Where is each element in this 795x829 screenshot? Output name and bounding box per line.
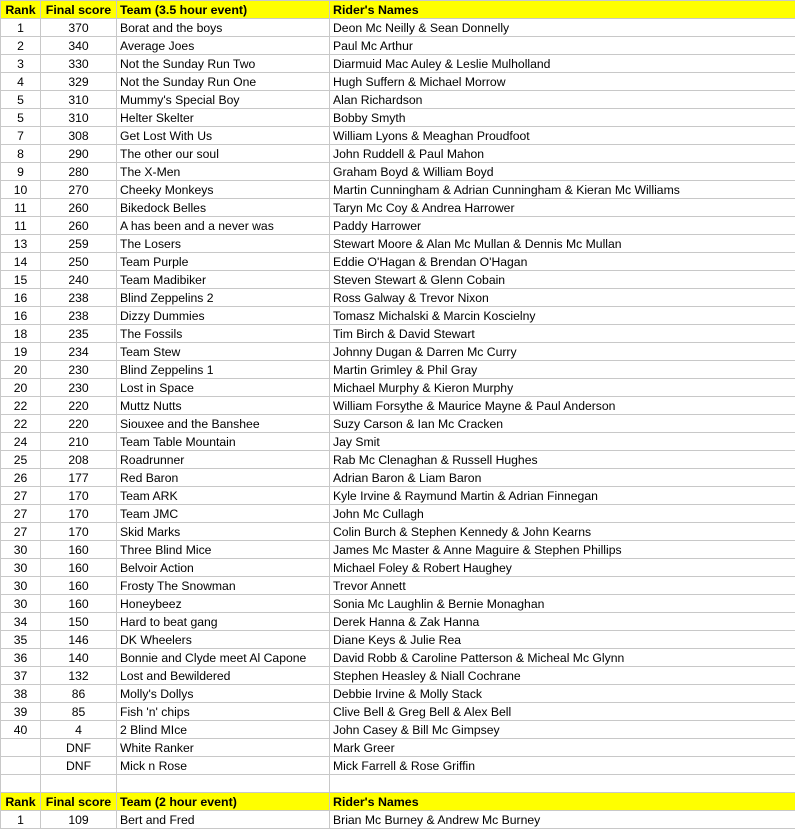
score-cell: 170 [41, 487, 117, 505]
riders-cell: Diarmuid Mac Auley & Leslie Mulholland [330, 55, 795, 73]
team-cell: Three Blind Mice [117, 541, 330, 559]
table-row [1, 253, 795, 271]
rank-cell: 1 [1, 811, 41, 829]
team-cell: Borat and the boys [117, 19, 330, 37]
header-rank: Rank [1, 1, 41, 19]
team-cell: Muttz Nutts [117, 397, 330, 415]
table-row [1, 667, 795, 685]
table-row [1, 307, 795, 325]
score-cell: 170 [41, 505, 117, 523]
rank-cell: 5 [1, 91, 41, 109]
rank-cell: 8 [1, 145, 41, 163]
rank-cell: 7 [1, 127, 41, 145]
header-final-score: Final score [41, 1, 117, 19]
table-row [1, 649, 795, 667]
team-cell: Cheeky Monkeys [117, 181, 330, 199]
riders-cell: John Casey & Bill Mc Gimpsey [330, 721, 795, 739]
riders-cell: Paddy Harrower [330, 217, 795, 235]
table-row [1, 163, 795, 181]
score-cell: 230 [41, 361, 117, 379]
riders-cell: Stephen Heasley & Niall Cochrane [330, 667, 795, 685]
score-cell: DNF [41, 739, 117, 757]
team-cell: Hard to beat gang [117, 613, 330, 631]
team-cell: Skid Marks [117, 523, 330, 541]
rank-cell: 27 [1, 505, 41, 523]
table-row [1, 271, 795, 289]
rank-cell: 11 [1, 217, 41, 235]
blank-row [1, 775, 795, 793]
team-cell: Team ARK [117, 487, 330, 505]
rank-cell: 4 [1, 73, 41, 91]
table-row [1, 361, 795, 379]
score-cell: 177 [41, 469, 117, 487]
score-cell: 140 [41, 649, 117, 667]
riders-cell: Stewart Moore & Alan Mc Mullan & Dennis Mc Mullan [330, 235, 795, 253]
score-cell: 290 [41, 145, 117, 163]
empty-cell [330, 775, 795, 793]
score-cell: 330 [41, 55, 117, 73]
riders-cell: Michael Foley & Robert Haughey [330, 559, 795, 577]
score-cell: 310 [41, 91, 117, 109]
table-row [1, 217, 795, 235]
rank-cell: 2 [1, 37, 41, 55]
score-cell: 160 [41, 559, 117, 577]
rank-cell: 14 [1, 253, 41, 271]
rank-cell: 16 [1, 289, 41, 307]
header-riders: Rider's Names [330, 793, 795, 811]
riders-cell: Taryn Mc Coy & Andrea Harrower [330, 199, 795, 217]
team-cell: Molly's Dollys [117, 685, 330, 703]
table-row [1, 199, 795, 217]
riders-cell: Debbie Irvine & Molly Stack [330, 685, 795, 703]
team-cell: Belvoir Action [117, 559, 330, 577]
rank-cell: 34 [1, 613, 41, 631]
rank-cell: 39 [1, 703, 41, 721]
riders-cell: Paul Mc Arthur [330, 37, 795, 55]
rank-cell: 10 [1, 181, 41, 199]
table-row [1, 685, 795, 703]
team-cell: Dizzy Dummies [117, 307, 330, 325]
table-row [1, 109, 795, 127]
riders-cell: Jay Smit [330, 433, 795, 451]
empty-cell [41, 775, 117, 793]
table-row [1, 595, 795, 613]
score-cell: 250 [41, 253, 117, 271]
riders-cell: Steven Stewart & Glenn Cobain [330, 271, 795, 289]
rank-cell: 27 [1, 523, 41, 541]
team-cell: Frosty The Snowman [117, 577, 330, 595]
score-cell: 150 [41, 613, 117, 631]
team-cell: 2 Blind MIce [117, 721, 330, 739]
table-row [1, 19, 795, 37]
riders-cell: James Mc Master & Anne Maguire & Stephen Phillips [330, 541, 795, 559]
team-cell: Get Lost With Us [117, 127, 330, 145]
score-cell: 238 [41, 307, 117, 325]
team-cell: DK Wheelers [117, 631, 330, 649]
rank-cell: 38 [1, 685, 41, 703]
table-row [1, 181, 795, 199]
score-cell: 260 [41, 199, 117, 217]
table-row [1, 505, 795, 523]
rank-cell: 22 [1, 397, 41, 415]
score-cell: 308 [41, 127, 117, 145]
riders-cell: Trevor Annett [330, 577, 795, 595]
table-row [1, 55, 795, 73]
table-row [1, 325, 795, 343]
team-cell: Not the Sunday Run One [117, 73, 330, 91]
score-cell: 240 [41, 271, 117, 289]
score-cell: 280 [41, 163, 117, 181]
riders-cell: Diane Keys & Julie Rea [330, 631, 795, 649]
team-cell: The other our soul [117, 145, 330, 163]
team-cell: Team JMC [117, 505, 330, 523]
rank-cell: 13 [1, 235, 41, 253]
team-cell: Average Joes [117, 37, 330, 55]
table-row [1, 379, 795, 397]
score-cell: 234 [41, 343, 117, 361]
rank-cell: 15 [1, 271, 41, 289]
header-row [1, 1, 795, 19]
empty-cell [117, 775, 330, 793]
team-cell: Red Baron [117, 469, 330, 487]
table-row [1, 127, 795, 145]
score-cell: 329 [41, 73, 117, 91]
score-cell: 220 [41, 397, 117, 415]
score-cell: 220 [41, 415, 117, 433]
team-cell: Team Purple [117, 253, 330, 271]
header-final-score: Final score [41, 793, 117, 811]
riders-cell: Martin Grimley & Phil Gray [330, 361, 795, 379]
score-cell: 259 [41, 235, 117, 253]
team-cell: The X-Men [117, 163, 330, 181]
riders-cell: Graham Boyd & William Boyd [330, 163, 795, 181]
team-cell: The Fossils [117, 325, 330, 343]
table-row [1, 631, 795, 649]
score-cell: 85 [41, 703, 117, 721]
team-cell: Not the Sunday Run Two [117, 55, 330, 73]
riders-cell: Brian Mc Burney & Andrew Mc Burney [330, 811, 795, 829]
header-team: Team (3.5 hour event) [117, 1, 330, 19]
score-cell: 170 [41, 523, 117, 541]
header-rank: Rank [1, 793, 41, 811]
score-cell: 210 [41, 433, 117, 451]
table-row [1, 811, 795, 829]
team-cell: Blind Zeppelins 1 [117, 361, 330, 379]
riders-cell: John Ruddell & Paul Mahon [330, 145, 795, 163]
team-cell: Team Table Mountain [117, 433, 330, 451]
team-cell: Bikedock Belles [117, 199, 330, 217]
rank-cell: 36 [1, 649, 41, 667]
rank-cell: 30 [1, 541, 41, 559]
riders-cell: Johnny Dugan & Darren Mc Curry [330, 343, 795, 361]
team-cell: Bert and Fred [117, 811, 330, 829]
table-row [1, 739, 795, 757]
rank-cell: 22 [1, 415, 41, 433]
riders-cell: Eddie O'Hagan & Brendan O'Hagan [330, 253, 795, 271]
riders-cell: Martin Cunningham & Adrian Cunningham & Kieran Mc Williams [330, 181, 795, 199]
team-cell: A has been and a never was [117, 217, 330, 235]
table-row [1, 37, 795, 55]
rank-cell: 11 [1, 199, 41, 217]
score-cell: 132 [41, 667, 117, 685]
riders-cell: Clive Bell & Greg Bell & Alex Bell [330, 703, 795, 721]
rank-cell: 19 [1, 343, 41, 361]
table-row [1, 577, 795, 595]
team-cell: Mummy's Special Boy [117, 91, 330, 109]
table-row [1, 289, 795, 307]
table-row [1, 451, 795, 469]
table-row [1, 721, 795, 739]
team-cell: Lost in Space [117, 379, 330, 397]
riders-cell: Alan Richardson [330, 91, 795, 109]
riders-cell: Tim Birch & David Stewart [330, 325, 795, 343]
team-cell: Honeybeez [117, 595, 330, 613]
table-row [1, 91, 795, 109]
empty-cell [1, 775, 41, 793]
riders-cell: William Lyons & Meaghan Proudfoot [330, 127, 795, 145]
rank-cell: 25 [1, 451, 41, 469]
riders-cell: Hugh Suffern & Michael Morrow [330, 73, 795, 91]
table-row [1, 145, 795, 163]
riders-cell: Colin Burch & Stephen Kennedy & John Kearns [330, 523, 795, 541]
rank-cell: 30 [1, 595, 41, 613]
team-cell: White Ranker [117, 739, 330, 757]
team-cell: Helter Skelter [117, 109, 330, 127]
table-row [1, 541, 795, 559]
score-cell: 208 [41, 451, 117, 469]
riders-cell: John Mc Cullagh [330, 505, 795, 523]
rank-cell: 35 [1, 631, 41, 649]
team-cell: Team Stew [117, 343, 330, 361]
table-row [1, 757, 795, 775]
riders-cell: Tomasz Michalski & Marcin Koscielny [330, 307, 795, 325]
riders-cell: Rab Mc Clenaghan & Russell Hughes [330, 451, 795, 469]
team-cell: Mick n Rose [117, 757, 330, 775]
team-cell: Siouxee and the Banshee [117, 415, 330, 433]
rank-cell: 5 [1, 109, 41, 127]
score-cell: 310 [41, 109, 117, 127]
score-cell: 370 [41, 19, 117, 37]
rank-cell: 18 [1, 325, 41, 343]
table-row [1, 469, 795, 487]
table-row [1, 487, 795, 505]
score-cell: 160 [41, 577, 117, 595]
score-cell: DNF [41, 757, 117, 775]
team-cell: Team Madibiker [117, 271, 330, 289]
table-row [1, 343, 795, 361]
riders-cell: Mark Greer [330, 739, 795, 757]
team-cell: Fish 'n' chips [117, 703, 330, 721]
rank-cell: 9 [1, 163, 41, 181]
table-row [1, 235, 795, 253]
riders-cell: Kyle Irvine & Raymund Martin & Adrian Finnegan [330, 487, 795, 505]
riders-cell: Michael Murphy & Kieron Murphy [330, 379, 795, 397]
score-cell: 235 [41, 325, 117, 343]
header-team: Team (2 hour event) [117, 793, 330, 811]
score-cell: 160 [41, 541, 117, 559]
riders-cell: Derek Hanna & Zak Hanna [330, 613, 795, 631]
score-cell: 270 [41, 181, 117, 199]
score-cell: 340 [41, 37, 117, 55]
table-row [1, 73, 795, 91]
score-cell: 260 [41, 217, 117, 235]
rank-cell: 30 [1, 559, 41, 577]
score-cell: 4 [41, 721, 117, 739]
table-row [1, 559, 795, 577]
rank-cell: 27 [1, 487, 41, 505]
score-cell: 86 [41, 685, 117, 703]
table-row [1, 415, 795, 433]
team-cell: Blind Zeppelins 2 [117, 289, 330, 307]
rank-cell: 40 [1, 721, 41, 739]
riders-cell: Ross Galway & Trevor Nixon [330, 289, 795, 307]
table-row [1, 703, 795, 721]
header-row [1, 793, 795, 811]
table-row [1, 523, 795, 541]
rank-cell: 30 [1, 577, 41, 595]
riders-cell: Adrian Baron & Liam Baron [330, 469, 795, 487]
team-cell: Roadrunner [117, 451, 330, 469]
score-cell: 109 [41, 811, 117, 829]
team-cell: The Losers [117, 235, 330, 253]
rank-cell [1, 739, 41, 757]
rank-cell: 3 [1, 55, 41, 73]
riders-cell: Bobby Smyth [330, 109, 795, 127]
team-cell: Bonnie and Clyde meet Al Capone [117, 649, 330, 667]
score-cell: 238 [41, 289, 117, 307]
rank-cell: 24 [1, 433, 41, 451]
rank-cell: 26 [1, 469, 41, 487]
score-cell: 160 [41, 595, 117, 613]
score-cell: 146 [41, 631, 117, 649]
riders-cell: Sonia Mc Laughlin & Bernie Monaghan [330, 595, 795, 613]
rank-cell: 20 [1, 361, 41, 379]
riders-cell: Suzy Carson & Ian Mc Cracken [330, 415, 795, 433]
header-riders: Rider's Names [330, 1, 795, 19]
rank-cell: 20 [1, 379, 41, 397]
rank-cell: 1 [1, 19, 41, 37]
riders-cell: Mick Farrell & Rose Griffin [330, 757, 795, 775]
team-cell: Lost and Bewildered [117, 667, 330, 685]
score-cell: 230 [41, 379, 117, 397]
rank-cell [1, 757, 41, 775]
rank-cell: 16 [1, 307, 41, 325]
rank-cell: 37 [1, 667, 41, 685]
riders-cell: William Forsythe & Maurice Mayne & Paul Anderson [330, 397, 795, 415]
table-row [1, 613, 795, 631]
table-row [1, 397, 795, 415]
riders-cell: Deon Mc Neilly & Sean Donnelly [330, 19, 795, 37]
riders-cell: David Robb & Caroline Patterson & Micheal Mc Glynn [330, 649, 795, 667]
table-row [1, 433, 795, 451]
